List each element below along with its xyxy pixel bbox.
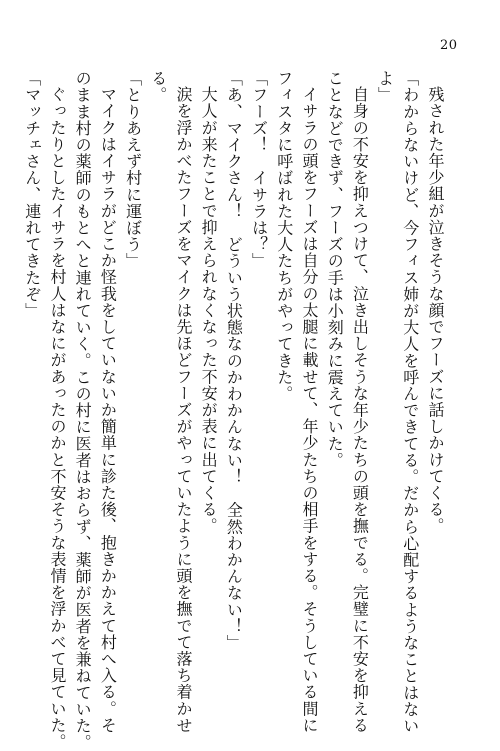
text-line: 「あ、マイクさん！ どういう状態なのかわかんない！ 全然わかんない！」 (224, 70, 244, 651)
text-line: 自身の不安を抑えつけて、泣き出しそうな年少たちの頭を撫でる。完璧に不安を抑える (350, 86, 370, 734)
vertical-text-body (22, 70, 448, 751)
text-line: 「とりあえず村に運ぼう」 (123, 70, 143, 270)
text-line: ことなどできず、フーズの手は小刻みに震えていた。 (325, 70, 345, 469)
text-line: 「わからないけど、今フィス姉が大人を呼んできてる。だから心配するようなことはない (400, 70, 420, 734)
text-line: 涙を浮かべたフーズをマイクは先ほどフーズがやっていたように頭を撫でて落ち着かせ (173, 86, 193, 734)
text-line: ぐったりとしたイサラを村人はなにがあったのかと不安そうな表情を浮かべて見ていた。 (47, 86, 67, 750)
text-line: 「フーズ！ イサラは？」 (249, 70, 269, 270)
text-line: 大人が来たことで抑えられなくなった不安が表に出てくる。 (199, 86, 219, 535)
page-number: 20 (440, 38, 458, 53)
text-line: る。 (148, 70, 168, 104)
text-line: のまま村の薬師のもとへと連れていく。この村に医者はおらず、薬師が医者を兼ねていた。 (73, 70, 93, 751)
text-line: フィスタに呼ばれた大人たちがやってきた。 (274, 70, 294, 402)
text-line: よ」 (375, 70, 395, 104)
text-line: マイクはイサラがどこか怪我をしていないか簡単に診た後、抱きかかえて村へ入る。そ (98, 86, 118, 734)
text-line: 残された年少組が泣きそうな顔でフーズに話しかけてくる。 (426, 86, 445, 535)
text-line: 「マッチェさん、連れてきたぞ」 (22, 70, 42, 319)
text-line: イサラの頭をフーズは自分の太腿に載せて、年少たちの相手をする。そうしている間に (299, 86, 319, 734)
